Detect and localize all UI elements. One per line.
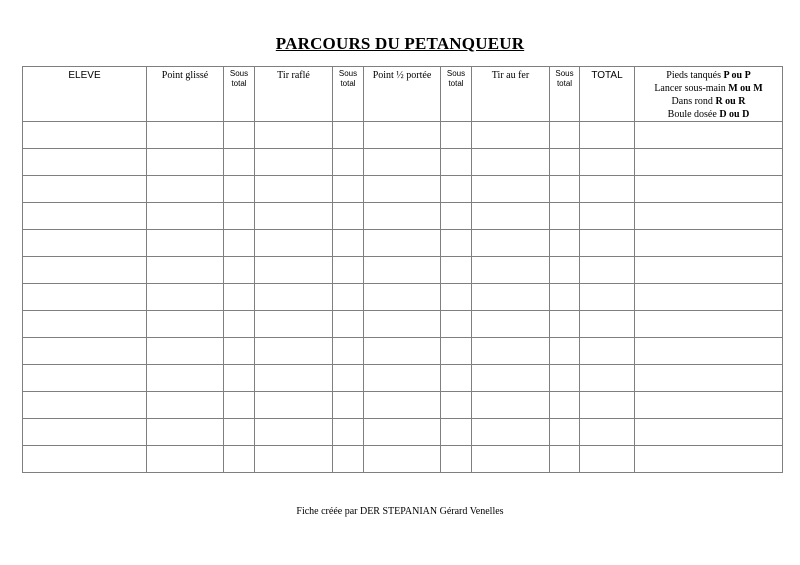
cell-point-glisse <box>147 149 224 176</box>
cell-sous-total-3 <box>441 419 472 446</box>
legend-pieds-tanques <box>635 69 782 82</box>
cell-sous-total-1 <box>224 122 255 149</box>
header-tir-au-fer: Tir au fer <box>472 67 550 122</box>
cell-tir-au-fer <box>472 311 550 338</box>
total-label: total <box>556 79 573 88</box>
cell-tir-au-fer <box>472 446 550 473</box>
cell-tir-au-fer <box>472 419 550 446</box>
cell-point-glisse <box>147 311 224 338</box>
cell-sous-total-4 <box>550 203 580 230</box>
cell-tir-au-fer <box>472 284 550 311</box>
legend-lancer-sous-main <box>635 82 782 95</box>
header-eleve: ELEVE <box>23 67 147 122</box>
cell-sous-total-3 <box>441 176 472 203</box>
cell-sous-total-4 <box>550 230 580 257</box>
header-tir-rafle: Tir raflé <box>255 67 333 122</box>
cell-point-glisse <box>147 203 224 230</box>
cell-eleve <box>23 419 147 446</box>
cell-sous-total-1 <box>224 203 255 230</box>
header-sous-total-2 <box>333 67 364 122</box>
cell-sous-total-4 <box>550 392 580 419</box>
cell-sous-total-2 <box>333 365 364 392</box>
cell-sous-total-2 <box>333 338 364 365</box>
table-row <box>23 203 783 230</box>
cell-total <box>580 311 635 338</box>
cell-point-demi-portee <box>364 203 441 230</box>
cell-tir-rafle <box>255 392 333 419</box>
cell-point-demi-portee <box>364 176 441 203</box>
cell-sous-total-3 <box>441 311 472 338</box>
cell-tir-au-fer <box>472 257 550 284</box>
cell-tir-rafle <box>255 446 333 473</box>
cell-sous-total-1 <box>224 149 255 176</box>
table-row <box>23 311 783 338</box>
cell-legend <box>635 365 783 392</box>
cell-total <box>580 230 635 257</box>
cell-sous-total-4 <box>550 338 580 365</box>
cell-legend <box>635 176 783 203</box>
cell-total <box>580 392 635 419</box>
cell-point-demi-portee <box>364 311 441 338</box>
sous-label: Sous <box>555 69 574 78</box>
cell-point-glisse <box>147 338 224 365</box>
cell-point-glisse <box>147 446 224 473</box>
cell-sous-total-2 <box>333 419 364 446</box>
header-legend <box>635 67 783 122</box>
cell-tir-au-fer <box>472 149 550 176</box>
cell-tir-rafle <box>255 365 333 392</box>
cell-total <box>580 365 635 392</box>
cell-total <box>580 338 635 365</box>
cell-legend <box>635 446 783 473</box>
cell-legend <box>635 311 783 338</box>
cell-total <box>580 149 635 176</box>
cell-legend <box>635 338 783 365</box>
cell-tir-au-fer <box>472 230 550 257</box>
cell-eleve <box>23 446 147 473</box>
cell-legend <box>635 284 783 311</box>
cell-point-glisse <box>147 176 224 203</box>
cell-point-glisse <box>147 392 224 419</box>
cell-eleve <box>23 311 147 338</box>
cell-sous-total-4 <box>550 311 580 338</box>
header-total: TOTAL <box>580 67 635 122</box>
cell-sous-total-4 <box>550 122 580 149</box>
cell-point-glisse <box>147 257 224 284</box>
cell-total <box>580 419 635 446</box>
cell-point-demi-portee <box>364 257 441 284</box>
header-row <box>23 67 783 122</box>
cell-tir-rafle <box>255 203 333 230</box>
cell-sous-total-3 <box>441 149 472 176</box>
table-row <box>23 230 783 257</box>
cell-sous-total-2 <box>333 122 364 149</box>
cell-sous-total-2 <box>333 203 364 230</box>
legend-code: P ou P <box>723 70 751 81</box>
legend-code: M ou M <box>728 83 763 94</box>
scoring-table <box>22 66 783 473</box>
cell-sous-total-4 <box>550 149 580 176</box>
cell-sous-total-1 <box>224 284 255 311</box>
cell-eleve <box>23 149 147 176</box>
cell-sous-total-3 <box>441 203 472 230</box>
cell-tir-rafle <box>255 338 333 365</box>
sous-label: Sous <box>446 69 466 78</box>
total-label: total <box>231 79 247 88</box>
cell-tir-rafle <box>255 419 333 446</box>
cell-sous-total-1 <box>224 446 255 473</box>
cell-point-demi-portee <box>364 446 441 473</box>
cell-total <box>580 203 635 230</box>
cell-sous-total-1 <box>224 176 255 203</box>
cell-tir-au-fer <box>472 392 550 419</box>
table-row <box>23 284 783 311</box>
sous-label: Sous <box>229 69 249 78</box>
cell-sous-total-3 <box>441 257 472 284</box>
cell-sous-total-4 <box>550 284 580 311</box>
cell-eleve <box>23 338 147 365</box>
page-title: PARCOURS DU PETANQUEUR <box>275 34 525 53</box>
cell-eleve <box>23 176 147 203</box>
cell-legend <box>635 122 783 149</box>
cell-total <box>580 446 635 473</box>
cell-eleve <box>23 365 147 392</box>
table-row <box>23 365 783 392</box>
cell-tir-rafle <box>255 257 333 284</box>
table-row <box>23 176 783 203</box>
cell-point-demi-portee <box>364 338 441 365</box>
table-row <box>23 338 783 365</box>
table-row <box>23 149 783 176</box>
cell-sous-total-1 <box>224 257 255 284</box>
sous-label: Sous <box>338 69 358 78</box>
cell-point-glisse <box>147 230 224 257</box>
legend-text: Lancer sous-main <box>654 83 729 94</box>
cell-sous-total-2 <box>333 149 364 176</box>
header-sous-total-4 <box>550 67 580 122</box>
cell-tir-rafle <box>255 176 333 203</box>
footer-credit: Fiche créée par DER STEPANIAN Gérard Venelles <box>296 506 504 517</box>
cell-tir-au-fer <box>472 365 550 392</box>
legend-code: D ou D <box>719 109 750 120</box>
cell-point-demi-portee <box>364 149 441 176</box>
cell-eleve <box>23 392 147 419</box>
cell-sous-total-1 <box>224 365 255 392</box>
cell-total <box>580 176 635 203</box>
cell-eleve <box>23 257 147 284</box>
cell-sous-total-1 <box>224 392 255 419</box>
cell-sous-total-2 <box>333 257 364 284</box>
table-row <box>23 446 783 473</box>
table-row <box>23 392 783 419</box>
cell-legend <box>635 257 783 284</box>
cell-eleve <box>23 122 147 149</box>
cell-sous-total-1 <box>224 338 255 365</box>
cell-sous-total-3 <box>441 230 472 257</box>
cell-sous-total-3 <box>441 284 472 311</box>
cell-sous-total-2 <box>333 446 364 473</box>
header-point-glisse: Point glissé <box>147 67 224 122</box>
cell-tir-rafle <box>255 284 333 311</box>
cell-tir-au-fer <box>472 203 550 230</box>
cell-sous-total-1 <box>224 230 255 257</box>
legend-code: R ou R <box>715 96 746 107</box>
table-row <box>23 122 783 149</box>
cell-sous-total-3 <box>441 392 472 419</box>
cell-point-demi-portee <box>364 230 441 257</box>
legend-text: Dans rond <box>671 96 716 107</box>
cell-sous-total-4 <box>550 257 580 284</box>
cell-legend <box>635 419 783 446</box>
cell-total <box>580 122 635 149</box>
legend-text: Pieds tanqués <box>666 70 724 81</box>
cell-tir-rafle <box>255 149 333 176</box>
cell-sous-total-4 <box>550 176 580 203</box>
cell-sous-total-4 <box>550 365 580 392</box>
header-sous-total-1 <box>224 67 255 122</box>
cell-tir-rafle <box>255 230 333 257</box>
cell-point-glisse <box>147 365 224 392</box>
cell-sous-total-2 <box>333 176 364 203</box>
cell-point-demi-portee <box>364 365 441 392</box>
cell-eleve <box>23 284 147 311</box>
cell-sous-total-4 <box>550 419 580 446</box>
cell-tir-au-fer <box>472 176 550 203</box>
cell-point-glisse <box>147 284 224 311</box>
cell-point-demi-portee <box>364 284 441 311</box>
legend-text: Boule dosée <box>667 109 720 120</box>
cell-point-glisse <box>147 419 224 446</box>
cell-total <box>580 257 635 284</box>
legend-boule-dosee <box>635 108 782 121</box>
table-row <box>23 419 783 446</box>
cell-sous-total-2 <box>333 284 364 311</box>
cell-sous-total-1 <box>224 419 255 446</box>
cell-sous-total-3 <box>441 122 472 149</box>
table-row <box>23 257 783 284</box>
cell-sous-total-1 <box>224 311 255 338</box>
header-sous-total-3 <box>441 67 472 122</box>
score-rows <box>23 122 783 473</box>
total-label: total <box>448 79 464 88</box>
legend-dans-rond <box>635 95 782 108</box>
cell-point-demi-portee <box>364 122 441 149</box>
cell-sous-total-2 <box>333 392 364 419</box>
cell-legend <box>635 392 783 419</box>
total-label: total <box>340 79 356 88</box>
cell-sous-total-4 <box>550 446 580 473</box>
cell-tir-au-fer <box>472 122 550 149</box>
cell-tir-rafle <box>255 122 333 149</box>
cell-legend <box>635 230 783 257</box>
cell-point-demi-portee <box>364 419 441 446</box>
header-point-demi-portee: Point ½ portée <box>364 67 441 122</box>
cell-point-demi-portee <box>364 392 441 419</box>
cell-sous-total-2 <box>333 311 364 338</box>
cell-eleve <box>23 230 147 257</box>
cell-tir-rafle <box>255 311 333 338</box>
cell-legend <box>635 203 783 230</box>
cell-sous-total-3 <box>441 446 472 473</box>
cell-legend <box>635 149 783 176</box>
cell-sous-total-2 <box>333 230 364 257</box>
cell-tir-au-fer <box>472 338 550 365</box>
cell-sous-total-3 <box>441 365 472 392</box>
cell-total <box>580 284 635 311</box>
cell-sous-total-3 <box>441 338 472 365</box>
cell-point-glisse <box>147 122 224 149</box>
cell-eleve <box>23 203 147 230</box>
